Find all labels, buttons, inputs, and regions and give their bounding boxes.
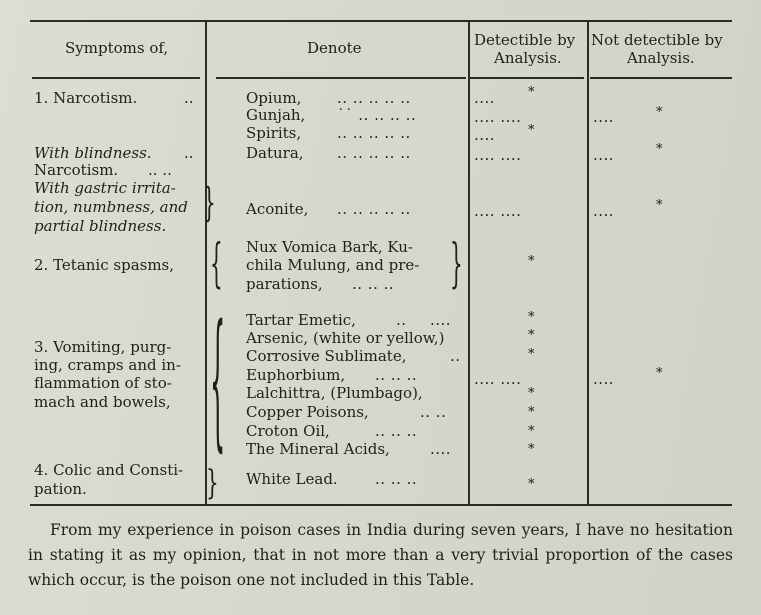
poison-lalchittra: Lalchittra, (Plumbago), (246, 384, 423, 402)
header-detectible-line1: Detectible by (474, 31, 576, 49)
leader-copper: .. .. (420, 403, 447, 421)
det-dots-spirits: .... (474, 126, 496, 144)
notdet-star-aconite: * (656, 198, 663, 213)
leader-nux-vomica: .. .. .. (352, 275, 395, 293)
poison-white-lead: White Lead. (246, 470, 338, 488)
symptom-narcotism: 1. Narcotism. (34, 89, 138, 107)
notdet-dots-gunjah: .... (593, 108, 615, 126)
header-not-detectible-line2: Analysis. (627, 49, 695, 67)
symptom-gastric-line2: tion, numbness, and (34, 198, 188, 216)
symptom-gastric-line3: partial blindness. (34, 217, 167, 235)
det-star-white-lead: * (528, 477, 535, 492)
poison-datura: Datura, (246, 144, 304, 162)
det-star-nux-vomica: * (528, 254, 535, 269)
poison-arsenic: Arsenic, (white or yellow,) (246, 329, 445, 347)
notdet-dots-aconite: .... (593, 202, 615, 220)
leader-aconite: .. .. .. .. .. (337, 200, 411, 218)
brace-vomiting: { (210, 296, 226, 468)
leader-white-lead: .. .. .. (375, 470, 418, 488)
poison-euphorbium: Euphorbium, (246, 366, 346, 384)
column-rule-1 (205, 22, 207, 504)
symptom-vomiting-line1: 3. Vomiting, purg- (34, 338, 172, 356)
header-not-detectible-line1: Not detectible by (591, 31, 723, 49)
brace-tetanic-right: } (450, 234, 463, 294)
header-underline-detectible (470, 77, 584, 79)
det-star-mineral: * (528, 442, 535, 457)
leader-opium: .. .. .. .. .. (337, 89, 411, 107)
poison-aconite: Aconite, (246, 200, 309, 218)
header-symptoms: Symptoms of, (65, 39, 169, 57)
leader-datura: .. .. .. .. .. (337, 144, 411, 162)
notdet-dots-datura: .... (593, 146, 615, 164)
symptom-tetanic-spasms: 2. Tetanic spasms, (34, 256, 175, 274)
det-dots-euphorbium: .... .... (474, 370, 522, 388)
symptom-narcotism-2: Narcotism. (34, 161, 119, 179)
poison-croton-oil: Croton Oil, (246, 422, 330, 440)
det-star-croton: * (528, 424, 535, 439)
poison-mineral-acids: The Mineral Acids, (246, 440, 390, 458)
brace-tetanic-left: { (210, 234, 223, 294)
notdet-star-datura: * (656, 142, 663, 157)
det-dots-aconite: .... .... (474, 202, 522, 220)
footnote-paragraph: From my experience in poison cases in India during seven years, I have no hesitation in stating it as my opinion, that in not more than a very trivial proportion of the cases which occur, is the poison one not included in this Table. (28, 521, 733, 589)
symptom-narcotism-2-leader: .. .. (148, 161, 172, 179)
poison-gunjah: Gunjah, (246, 106, 306, 124)
header-denote: Denote (307, 39, 362, 57)
det-star-corrosive: * (528, 347, 535, 362)
header-underline-symptoms (32, 77, 200, 79)
notdet-dots-euphorbium: .... (593, 370, 615, 388)
symptom-colic-line2: pation. (34, 480, 87, 498)
det-star-lalchittra: * (528, 386, 535, 401)
brace-gastric: } (203, 180, 216, 226)
leader-gunjah: ˙˙ .. .. .. .. (337, 106, 417, 124)
poison-nux-vomica-line1: Nux Vomica Bark, Ku- (246, 238, 413, 256)
symptom-vomiting-line3: flammation of sto- (34, 374, 172, 392)
poison-corrosive-sublimate: Corrosive Sublimate, (246, 347, 407, 365)
symptom-vomiting-line4: mach and bowels, (34, 393, 171, 411)
poison-opium: Opium, (246, 89, 302, 107)
poison-spirits: Spirits, (246, 124, 302, 142)
det-star-arsenic: * (528, 328, 535, 343)
symptom-gastric-line1: With gastric irrita- (34, 179, 176, 197)
column-rule-3 (587, 22, 589, 504)
symptom-with-blindness: With blindness. (34, 144, 152, 162)
symptom-narcotism-leader: .. (184, 89, 194, 107)
poison-copper: Copper Poisons, (246, 403, 369, 421)
symptom-with-blindness-leader: .. (184, 144, 194, 162)
symptom-colic-line1: 4. Colic and Consti- (34, 461, 184, 479)
leader-tartar-emetic-2: .... (430, 311, 452, 329)
top-rule (30, 20, 732, 22)
det-star-copper: * (528, 405, 535, 420)
symptom-vomiting-line2: ing, cramps and in- (34, 356, 181, 374)
poison-tartar-emetic: Tartar Emetic, (246, 311, 356, 329)
det-star-tartar: * (528, 310, 535, 325)
column-rule-2 (468, 22, 470, 504)
bottom-rule (30, 504, 732, 506)
leader-mineral-acids: .... (430, 440, 452, 458)
header-underline-not-detectible (590, 77, 732, 79)
poison-nux-vomica-line2: chila Mulung, and pre- (246, 256, 420, 274)
det-dots-opium: .... (474, 89, 496, 107)
det-dots-gunjah: .... .... (474, 108, 522, 126)
det-star-opium: * (528, 85, 535, 100)
header-detectible-line2: Analysis. (494, 49, 562, 67)
det-star-spirits: * (528, 123, 535, 138)
notdet-star-gunjah: * (656, 105, 663, 120)
leader-tartar-emetic: .. (396, 311, 407, 329)
leader-croton-oil: .. .. .. (375, 422, 418, 440)
det-dots-datura: .... .... (474, 146, 522, 164)
leader-spirits: .. .. .. .. .. (337, 124, 411, 142)
header-underline-denote (216, 77, 466, 79)
leader-corrosive-sublimate: .. (450, 347, 461, 365)
brace-colic: } (206, 463, 219, 503)
leader-euphorbium: .. .. .. (375, 366, 418, 384)
notdet-star-euphorbium: * (656, 366, 663, 381)
poison-nux-vomica-line3: parations, (246, 275, 323, 293)
